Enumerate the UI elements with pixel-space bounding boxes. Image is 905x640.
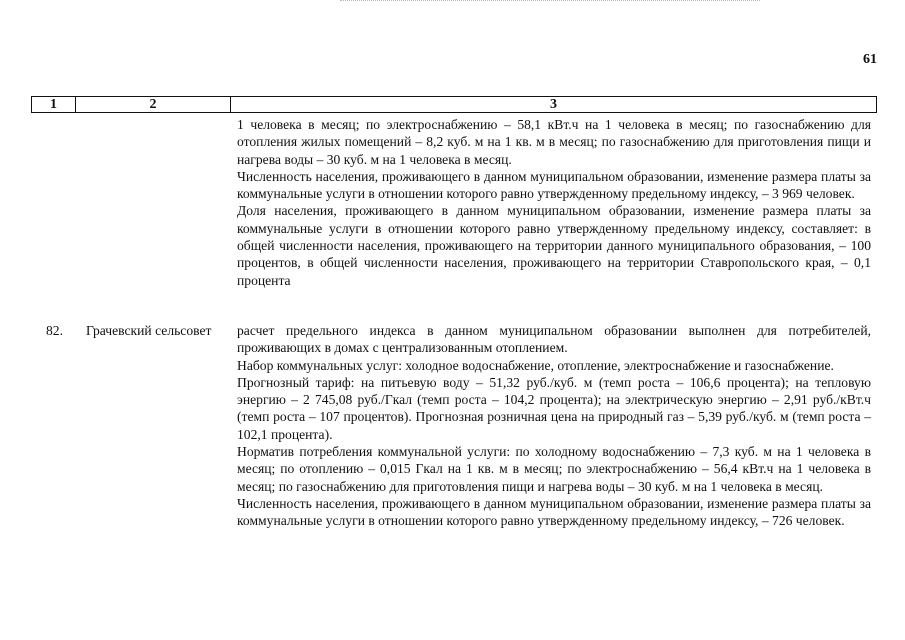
- row-description-cell: [237, 322, 871, 530]
- column-header-3: 3: [550, 97, 557, 112]
- paragraph: расчет предельного индекса в данном муниципальном образовании выполнен для потребителей, проживающих в домах с централизованным отоплением.: [237, 323, 871, 356]
- paragraph: Прогнозный тариф: на питьевую воду – 51,32 руб./куб. м (темп роста – 106,6 процента); на тепловую энергию – 2 745,08 руб./Гкал (темп роста – 104,2 процента); на электрическую энергию – 2,91 руб./кВт.ч (темп роста – 107 процентов). Прогнозная розничная цена на природный газ – 5,39 руб./куб. м (темп роста – 102,1 процента).: [237, 374, 871, 442]
- paragraph: Численность населения, проживающего в данном муниципальном образовании, изменение размера платы за коммунальные услуги в отношении которого равно утвержденному предельному индексу, – 3 969 человек.: [237, 168, 871, 202]
- paragraph: Набор коммунальных услуг: холодное водоснабжение, отопление, электроснабжение и газоснабжение.: [237, 357, 834, 373]
- column-header-2: 2: [76, 97, 231, 112]
- municipality-name: Грачевский сельсовет: [86, 323, 212, 338]
- paragraph: Норматив потребления коммунальной услуги: по холодному водоснабжению – 7,3 куб. м на 1 человека в месяц; по отоплению – 0,015 Гкал на 1 кв. м в месяц; по электроснабжению – 56,4 кВт.ч на 1 человека в месяц; по газоснабжению для приготовления пищи и нагрева воды – 30 куб. м на 1 человека в месяц.: [237, 444, 871, 494]
- page-number: 61: [863, 52, 877, 67]
- continuation-cell: [237, 116, 871, 289]
- row-number: 82.: [46, 323, 63, 338]
- paragraph: Численность населения, проживающего в данном муниципальном образовании, изменение размера платы за коммунальные услуги в отношении которого равно утвержденному предельному индексу, – 726 человек.: [237, 495, 871, 529]
- column-header-1: 1: [32, 97, 76, 112]
- paragraph: Доля населения, проживающего в данном муниципальном образовании, изменение размера платы за коммунальные услуги в отношении которого равно утвержденному предельному индексу, составляет: в общей численности населения, проживающего на территории данного муниципального образования, – 100 процентов, в общей численности населения, проживающего на территории Ставропольского края, – 0,1 процента: [237, 203, 871, 288]
- scan-artifact-line: [340, 0, 760, 2]
- paragraph: 1 человека в месяц; по электроснабжению – 58,1 кВт.ч на 1 человека в месяц; по газоснабжению для отопления жилых помещений – 8,2 куб. м на 1 кв. м в месяц; по газоснабжению для приготовления пищи и нагрева воды – 30 куб. м на 1 человека в месяц.: [237, 117, 871, 167]
- table-column-header: [31, 96, 877, 113]
